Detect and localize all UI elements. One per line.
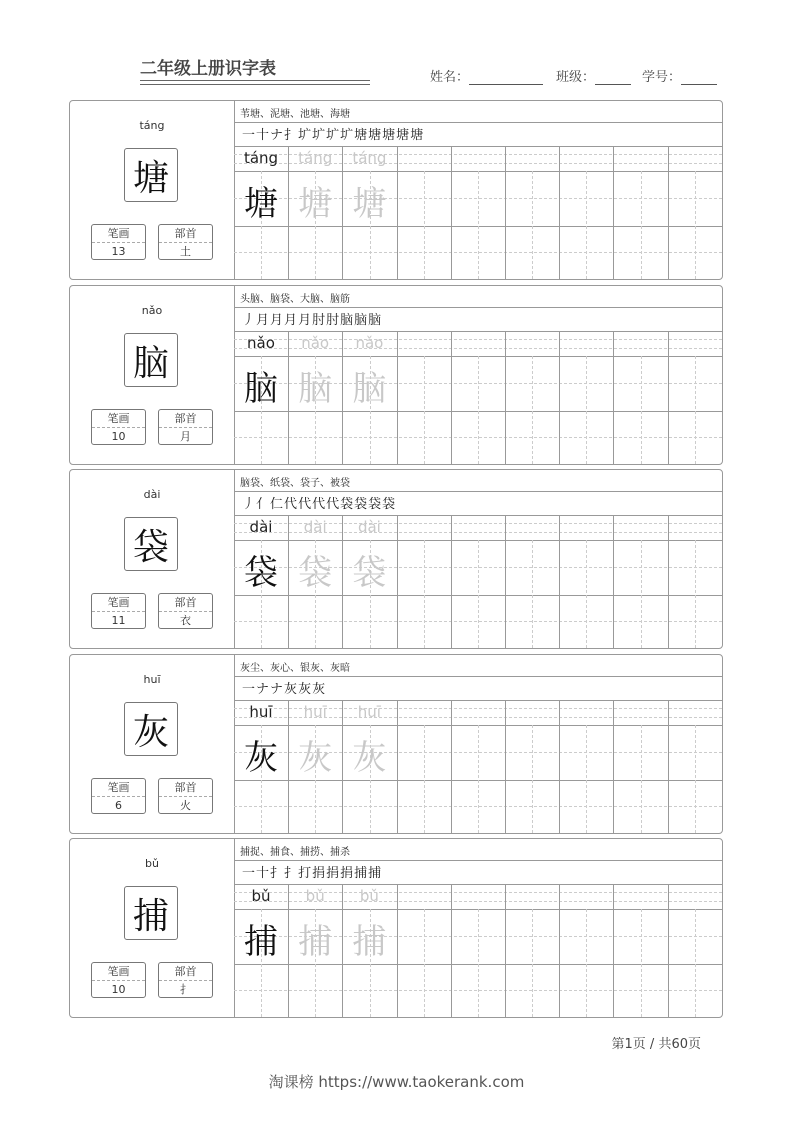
writing-cell[interactable] <box>234 964 288 1017</box>
stroke-step: 灰 <box>298 682 313 697</box>
stroke-step: 塘 <box>354 128 369 143</box>
strokes-box-value: 6 <box>115 799 122 812</box>
writing-cell[interactable] <box>613 964 667 1017</box>
card-practice-pane <box>234 286 722 464</box>
writing-cell[interactable] <box>451 780 505 833</box>
title-underline <box>140 80 370 81</box>
radical-box <box>158 593 213 629</box>
name-blank[interactable] <box>469 70 543 85</box>
character-model: 捕 <box>244 922 278 962</box>
stroke-step: 月 <box>298 313 313 328</box>
writing-cell[interactable] <box>613 411 667 464</box>
stroke-step: 代 <box>298 497 313 512</box>
stroke-step: 代 <box>284 497 299 512</box>
pinyin-model: huī <box>249 703 273 721</box>
stroke-step: 仁 <box>270 497 285 512</box>
writing-cell[interactable] <box>234 226 288 279</box>
card-left-pane <box>70 655 235 833</box>
pinyin-trace: bǔ <box>359 887 379 905</box>
stroke-step: 打 <box>298 866 313 881</box>
pinyin-model: bǔ <box>251 887 271 905</box>
stroke-step: 袋 <box>382 497 397 512</box>
writing-cell[interactable] <box>559 595 613 648</box>
footer-source: 淘课榜 https://www.taokerank.com <box>268 1073 525 1091</box>
strokes-box-value: 10 <box>111 983 126 996</box>
pinyin-trace: táng <box>298 149 333 167</box>
strokes-box-value: 10 <box>111 430 126 443</box>
stroke-step: 塘 <box>368 128 383 143</box>
writing-cell[interactable] <box>559 411 613 464</box>
writing-cell[interactable] <box>613 595 667 648</box>
writing-cell[interactable] <box>288 595 342 648</box>
writing-cell[interactable] <box>397 226 451 279</box>
stroke-step: 塘 <box>410 128 425 143</box>
card-left-pane <box>70 286 235 464</box>
writing-cell[interactable] <box>451 226 505 279</box>
writing-cell[interactable] <box>559 780 613 833</box>
page-title: 二年级上册识字表 <box>140 59 276 79</box>
card-left-pane <box>70 101 235 279</box>
writing-cell[interactable] <box>288 964 342 1017</box>
stroke-step: ナ <box>256 682 271 697</box>
writing-cell[interactable] <box>451 595 505 648</box>
name-field[interactable] <box>430 66 543 85</box>
stroke-step: 圹 <box>340 128 355 143</box>
practice-grid <box>234 146 722 279</box>
strokes-box-label: 笔画 <box>92 410 145 428</box>
radical-box <box>158 224 213 260</box>
stroke-step: 圹 <box>298 128 313 143</box>
character-trace: 灰 <box>298 738 333 778</box>
card-character: 灰 <box>124 702 178 756</box>
writing-cell[interactable] <box>397 780 451 833</box>
card-character: 捕 <box>124 886 178 940</box>
character-model: 灰 <box>244 738 278 778</box>
practice-grid <box>234 700 722 833</box>
character-card <box>69 100 723 280</box>
writing-cell[interactable] <box>397 595 451 648</box>
card-words: 捕捉、捕食、捕捞、捕杀 <box>240 847 350 858</box>
card-character: 塘 <box>124 148 178 202</box>
writing-cell[interactable] <box>342 226 396 279</box>
card-pinyin: huī <box>143 673 161 686</box>
pinyin-trace: huī <box>357 703 381 721</box>
student-no-field[interactable] <box>642 66 717 85</box>
stroke-step: 十 <box>256 128 271 143</box>
strokes-box-label: 笔画 <box>92 225 145 243</box>
page-number: 第1页 / 共60页 <box>611 1037 701 1052</box>
pinyin-trace: táng <box>352 149 387 167</box>
title-underline-2 <box>140 84 370 85</box>
card-left-pane <box>70 470 235 648</box>
writing-cell[interactable] <box>505 964 559 1017</box>
writing-cell[interactable] <box>397 411 451 464</box>
writing-cell[interactable] <box>505 226 559 279</box>
stroke-step: 一 <box>242 682 257 697</box>
character-trace: 袋 <box>352 553 387 593</box>
pinyin-trace: huī <box>303 703 327 721</box>
radical-box-label: 部首 <box>159 963 212 981</box>
stroke-step: 脑 <box>340 313 355 328</box>
pinyin-model: nǎo <box>247 334 275 352</box>
card-character: 袋 <box>124 517 178 571</box>
card-practice-pane <box>234 655 722 833</box>
pinyin-trace: bǔ <box>305 887 325 905</box>
stroke-order <box>242 493 396 512</box>
stroke-step: 圹 <box>326 128 341 143</box>
row-divider <box>234 491 722 492</box>
stroke-step: 十 <box>256 866 271 881</box>
card-words: 头脑、脑袋、大脑、脑筋 <box>240 294 350 305</box>
card-pinyin: nǎo <box>141 304 163 317</box>
character-trace: 灰 <box>352 738 387 778</box>
stroke-step: ナ <box>270 682 285 697</box>
stroke-step: 扌 <box>270 866 285 881</box>
stroke-step: 袋 <box>354 497 369 512</box>
radical-box-value: 衣 <box>180 614 191 627</box>
student-no-blank[interactable] <box>681 70 717 85</box>
pinyin-trace: dài <box>357 518 381 536</box>
card-left-pane <box>70 839 235 1017</box>
strokes-box-value: 11 <box>111 614 126 627</box>
row-divider <box>234 860 722 861</box>
character-trace: 塘 <box>352 184 387 224</box>
character-card <box>69 838 723 1018</box>
stroke-step: 捐 <box>326 866 341 881</box>
writing-cell[interactable] <box>451 411 505 464</box>
card-pinyin: dài <box>143 488 161 501</box>
card-practice-pane <box>234 101 722 279</box>
writing-cell[interactable] <box>451 964 505 1017</box>
writing-cell[interactable] <box>668 226 722 279</box>
stroke-order <box>242 309 382 328</box>
pinyin-model: dài <box>249 518 273 536</box>
pinyin-trace: nǎo <box>301 334 330 352</box>
writing-cell[interactable] <box>559 226 613 279</box>
stroke-step: 代 <box>312 497 327 512</box>
writing-cell[interactable] <box>234 595 288 648</box>
stroke-step: 灰 <box>312 682 327 697</box>
writing-cell[interactable] <box>505 595 559 648</box>
character-model: 脑 <box>244 369 278 409</box>
character-trace: 捕 <box>298 922 333 962</box>
writing-cell[interactable] <box>505 411 559 464</box>
character-trace: 袋 <box>298 553 333 593</box>
character-model: 袋 <box>244 553 278 593</box>
writing-cell[interactable] <box>668 964 722 1017</box>
character-trace: 塘 <box>298 184 333 224</box>
radical-box-label: 部首 <box>159 225 212 243</box>
stroke-step: 一 <box>242 866 257 881</box>
name-label: 姓名： <box>430 70 470 85</box>
writing-cell[interactable] <box>668 595 722 648</box>
stroke-step: 捐 <box>340 866 355 881</box>
radical-box <box>158 962 213 998</box>
radical-box-value: 火 <box>180 799 191 812</box>
row-divider <box>234 122 722 123</box>
row-divider <box>234 307 722 308</box>
stroke-step: 肘 <box>326 313 341 328</box>
stroke-step: 丿 <box>242 313 257 328</box>
stroke-step: 月 <box>256 313 271 328</box>
writing-cell[interactable] <box>668 780 722 833</box>
stroke-step: 丿 <box>242 497 257 512</box>
radical-box-label: 部首 <box>159 594 212 612</box>
card-practice-pane <box>234 839 722 1017</box>
stroke-step: 捕 <box>368 866 383 881</box>
writing-cell[interactable] <box>234 411 288 464</box>
strokes-box-label: 笔画 <box>92 594 145 612</box>
radical-box-label: 部首 <box>159 410 212 428</box>
character-trace: 脑 <box>352 369 387 409</box>
character-trace: 脑 <box>298 369 333 409</box>
stroke-order <box>242 862 382 881</box>
stroke-step: 袋 <box>368 497 383 512</box>
stroke-order <box>242 124 424 143</box>
writing-cell[interactable] <box>559 964 613 1017</box>
stroke-order <box>242 678 326 697</box>
character-card <box>69 469 723 649</box>
writing-cell[interactable] <box>668 411 722 464</box>
stroke-step: 肘 <box>312 313 327 328</box>
stroke-step: 塘 <box>396 128 411 143</box>
class-blank[interactable] <box>595 70 631 85</box>
pinyin-trace: dài <box>303 518 327 536</box>
card-words: 灰尘、灰心、银灰、灰暗 <box>240 663 350 674</box>
pinyin-trace: nǎo <box>355 334 384 352</box>
card-practice-pane <box>234 470 722 648</box>
card-pinyin: bǔ <box>145 857 159 870</box>
strokes-box-label: 笔画 <box>92 779 145 797</box>
card-words: 苇塘、泥塘、池塘、海塘 <box>240 109 350 120</box>
stroke-step: 亻 <box>256 497 271 512</box>
radical-box <box>158 778 213 814</box>
writing-cell[interactable] <box>613 780 667 833</box>
practice-grid <box>234 884 722 1017</box>
strokes-box <box>91 962 146 998</box>
character-card <box>69 285 723 465</box>
character-model: 塘 <box>244 184 278 224</box>
pinyin-model: táng <box>243 149 279 167</box>
radical-box <box>158 409 213 445</box>
practice-grid <box>234 331 722 464</box>
card-character: 脑 <box>124 333 178 387</box>
class-field[interactable] <box>556 66 631 85</box>
stroke-step: 代 <box>326 497 341 512</box>
stroke-step: 脑 <box>354 313 369 328</box>
stroke-step: 月 <box>284 313 299 328</box>
writing-cell[interactable] <box>342 780 396 833</box>
radical-box-label: 部首 <box>159 779 212 797</box>
stroke-step: 脑 <box>368 313 383 328</box>
row-divider <box>234 676 722 677</box>
stroke-step: 扌 <box>284 128 299 143</box>
radical-box-value: 月 <box>180 430 191 443</box>
writing-cell[interactable] <box>342 595 396 648</box>
stroke-step: 一 <box>242 128 257 143</box>
stroke-step: 圹 <box>312 128 327 143</box>
writing-cell[interactable] <box>288 780 342 833</box>
stroke-step: 袋 <box>340 497 355 512</box>
strokes-box <box>91 224 146 260</box>
stroke-step: 月 <box>270 313 285 328</box>
stroke-step: 捕 <box>354 866 369 881</box>
writing-cell[interactable] <box>505 780 559 833</box>
card-pinyin: táng <box>139 119 165 132</box>
writing-cell[interactable] <box>234 780 288 833</box>
strokes-box <box>91 778 146 814</box>
strokes-box <box>91 409 146 445</box>
practice-grid <box>234 515 722 648</box>
writing-cell[interactable] <box>397 964 451 1017</box>
stroke-step: ナ <box>270 128 285 143</box>
strokes-box-label: 笔画 <box>92 963 145 981</box>
writing-cell[interactable] <box>288 226 342 279</box>
student-no-label: 学号： <box>642 70 682 85</box>
radical-box-value: 扌 <box>180 983 191 996</box>
stroke-step: 扌 <box>284 866 299 881</box>
character-trace: 捕 <box>352 922 387 962</box>
stroke-step: 塘 <box>382 128 397 143</box>
strokes-box-value: 13 <box>111 245 126 258</box>
writing-cell[interactable] <box>342 964 396 1017</box>
strokes-box <box>91 593 146 629</box>
stroke-step: 灰 <box>284 682 299 697</box>
radical-box-value: 土 <box>180 245 191 258</box>
class-label: 班级： <box>556 70 596 85</box>
stroke-step: 捐 <box>312 866 327 881</box>
character-card <box>69 654 723 834</box>
card-words: 脑袋、纸袋、袋子、被袋 <box>240 478 350 489</box>
writing-cell[interactable] <box>288 411 342 464</box>
writing-cell[interactable] <box>613 226 667 279</box>
writing-cell[interactable] <box>342 411 396 464</box>
